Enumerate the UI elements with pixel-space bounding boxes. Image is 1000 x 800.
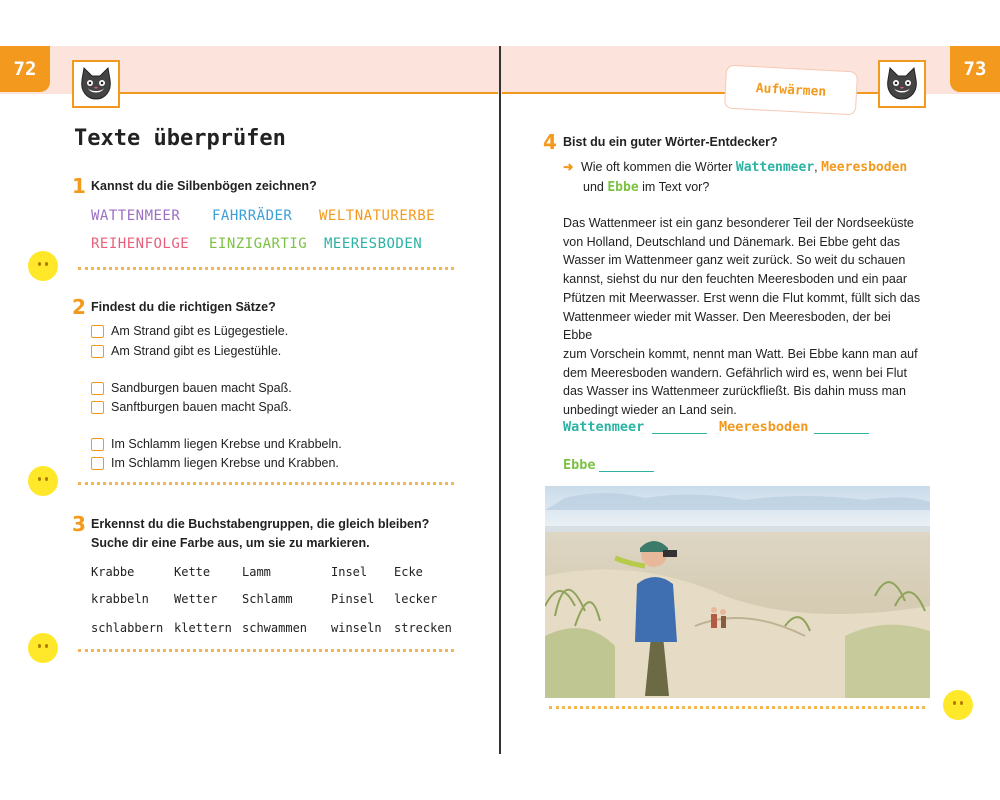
sentence-option[interactable]: Am Strand gibt es Lügegestiele. bbox=[91, 324, 288, 338]
count-label-meeresboden: Meeresboden bbox=[719, 419, 809, 435]
sentence-option[interactable]: Sandburgen bauen macht Spaß. bbox=[91, 381, 292, 395]
letter-group-word[interactable]: Wetter bbox=[174, 592, 218, 606]
task-number-2: 2 bbox=[72, 295, 86, 319]
letter-group-word[interactable]: schwammen bbox=[242, 621, 308, 635]
syllable-word[interactable]: WELTNATURERBE bbox=[319, 208, 436, 224]
dotted-divider bbox=[78, 649, 454, 652]
letter-group-word[interactable]: krabbeln bbox=[91, 592, 149, 606]
syllable-word[interactable]: WATTENMEER bbox=[91, 208, 181, 224]
answer-line-meeresboden[interactable] bbox=[814, 433, 869, 434]
task-number-4: 4 bbox=[543, 130, 557, 154]
checkbox[interactable] bbox=[91, 438, 104, 451]
letter-group-word[interactable]: Krabbe bbox=[91, 565, 135, 579]
task-3-question-line2: Suche dir eine Farbe aus, um sie zu markieren. bbox=[91, 536, 370, 550]
count-label-ebbe: Ebbe bbox=[563, 457, 596, 473]
smiley-icon bbox=[28, 633, 58, 663]
page-number-left: 72 bbox=[0, 46, 50, 92]
smiley-icon bbox=[943, 690, 973, 720]
answer-line-wattenmeer[interactable] bbox=[652, 433, 707, 434]
letter-group-word[interactable]: Pinsel bbox=[331, 592, 375, 606]
cat-icon-right bbox=[878, 60, 926, 108]
letter-group-word[interactable]: strecken bbox=[394, 621, 452, 635]
task-2-question: Findest du die richtigen Sätze? bbox=[91, 300, 276, 314]
sentence-option[interactable]: Am Strand gibt es Liegestühle. bbox=[91, 344, 281, 358]
checkbox[interactable] bbox=[91, 345, 104, 358]
checkbox[interactable] bbox=[91, 382, 104, 395]
dotted-divider bbox=[78, 482, 454, 485]
page-number-right: 73 bbox=[950, 46, 1000, 92]
sentence-option[interactable]: Im Schlamm liegen Krebse und Krabben. bbox=[91, 456, 339, 470]
syllable-word[interactable]: FAHRRÄDER bbox=[212, 208, 293, 224]
cat-icon bbox=[72, 60, 120, 108]
letter-group-word[interactable]: klettern bbox=[174, 621, 232, 635]
letter-group-word[interactable]: Kette bbox=[174, 565, 211, 579]
page-gutter bbox=[499, 46, 501, 754]
letter-group-word[interactable]: Ecke bbox=[394, 565, 423, 579]
letter-group-word[interactable]: Lamm bbox=[242, 565, 271, 579]
task-number-3: 3 bbox=[72, 512, 86, 536]
checkbox[interactable] bbox=[91, 401, 104, 414]
letter-group-word[interactable]: lecker bbox=[394, 592, 438, 606]
sentence-option[interactable]: Im Schlamm liegen Krebse und Krabbeln. bbox=[91, 437, 342, 451]
smiley-icon bbox=[28, 251, 58, 281]
task-number-1: 1 bbox=[72, 174, 86, 198]
answer-line-ebbe[interactable] bbox=[599, 471, 654, 472]
dotted-divider bbox=[78, 267, 454, 270]
syllable-word[interactable]: REIHENFOLGE bbox=[91, 236, 190, 252]
wadden-sea-illustration bbox=[545, 486, 930, 698]
task-4-question: Bist du ein guter Wörter-Entdecker? bbox=[563, 135, 778, 149]
letter-group-word[interactable]: winseln bbox=[331, 621, 382, 635]
syllable-word[interactable]: MEERESBODEN bbox=[324, 236, 423, 252]
task-3-question-line1: Erkennst du die Buchstabengruppen, die gleich bleiben? bbox=[91, 517, 430, 531]
smiley-icon bbox=[28, 466, 58, 496]
count-label-wattenmeer: Wattenmeer bbox=[563, 419, 645, 435]
page-title: Texte überprüfen bbox=[74, 126, 286, 151]
letter-group-word[interactable]: schlabbern bbox=[91, 621, 164, 635]
letter-group-word[interactable]: Schlamm bbox=[242, 592, 293, 606]
task-1-question: Kannst du die Silbenbögen zeichnen? bbox=[91, 179, 317, 193]
arrow-right-icon: ➜ bbox=[563, 160, 574, 174]
syllable-word[interactable]: EINZIGARTIG bbox=[209, 236, 308, 252]
checkbox[interactable] bbox=[91, 457, 104, 470]
header-rule-left bbox=[120, 92, 498, 94]
warmup-banner: Aufwärmen bbox=[724, 65, 858, 116]
sentence-option[interactable]: Sanftburgen bauen macht Spaß. bbox=[91, 400, 292, 414]
letter-group-word[interactable]: Insel bbox=[331, 565, 368, 579]
wattenmeer-text: Das Wattenmeer ist ein ganz besonderer Teil der Nordseeküste von Holland, Deutschland und Dänemark. Bei Ebbe geht das Wasser im Wattenmeer ganz weit zurück. So weit du schauen kannst, siehst du nur den feuchten Meeresboden und ein paar Pfützen mit Meerwasser. Erst wenn die Flut kommt, füllt sich das Wattenmeer wieder mit Wasser. Den Meeresboden, der bei Ebbe zum Vorschein kommt, nennt man Watt. Bei Ebbe kann man auf dem Meeresboden wandern. Gefährlich wird es, wenn bei Flut das Wasser ins Wattenmeer zurückfließt. Bis dahin muss man unbedingt wieder an Land sein. bbox=[563, 216, 921, 418]
dotted-divider bbox=[549, 706, 925, 709]
checkbox[interactable] bbox=[91, 325, 104, 338]
